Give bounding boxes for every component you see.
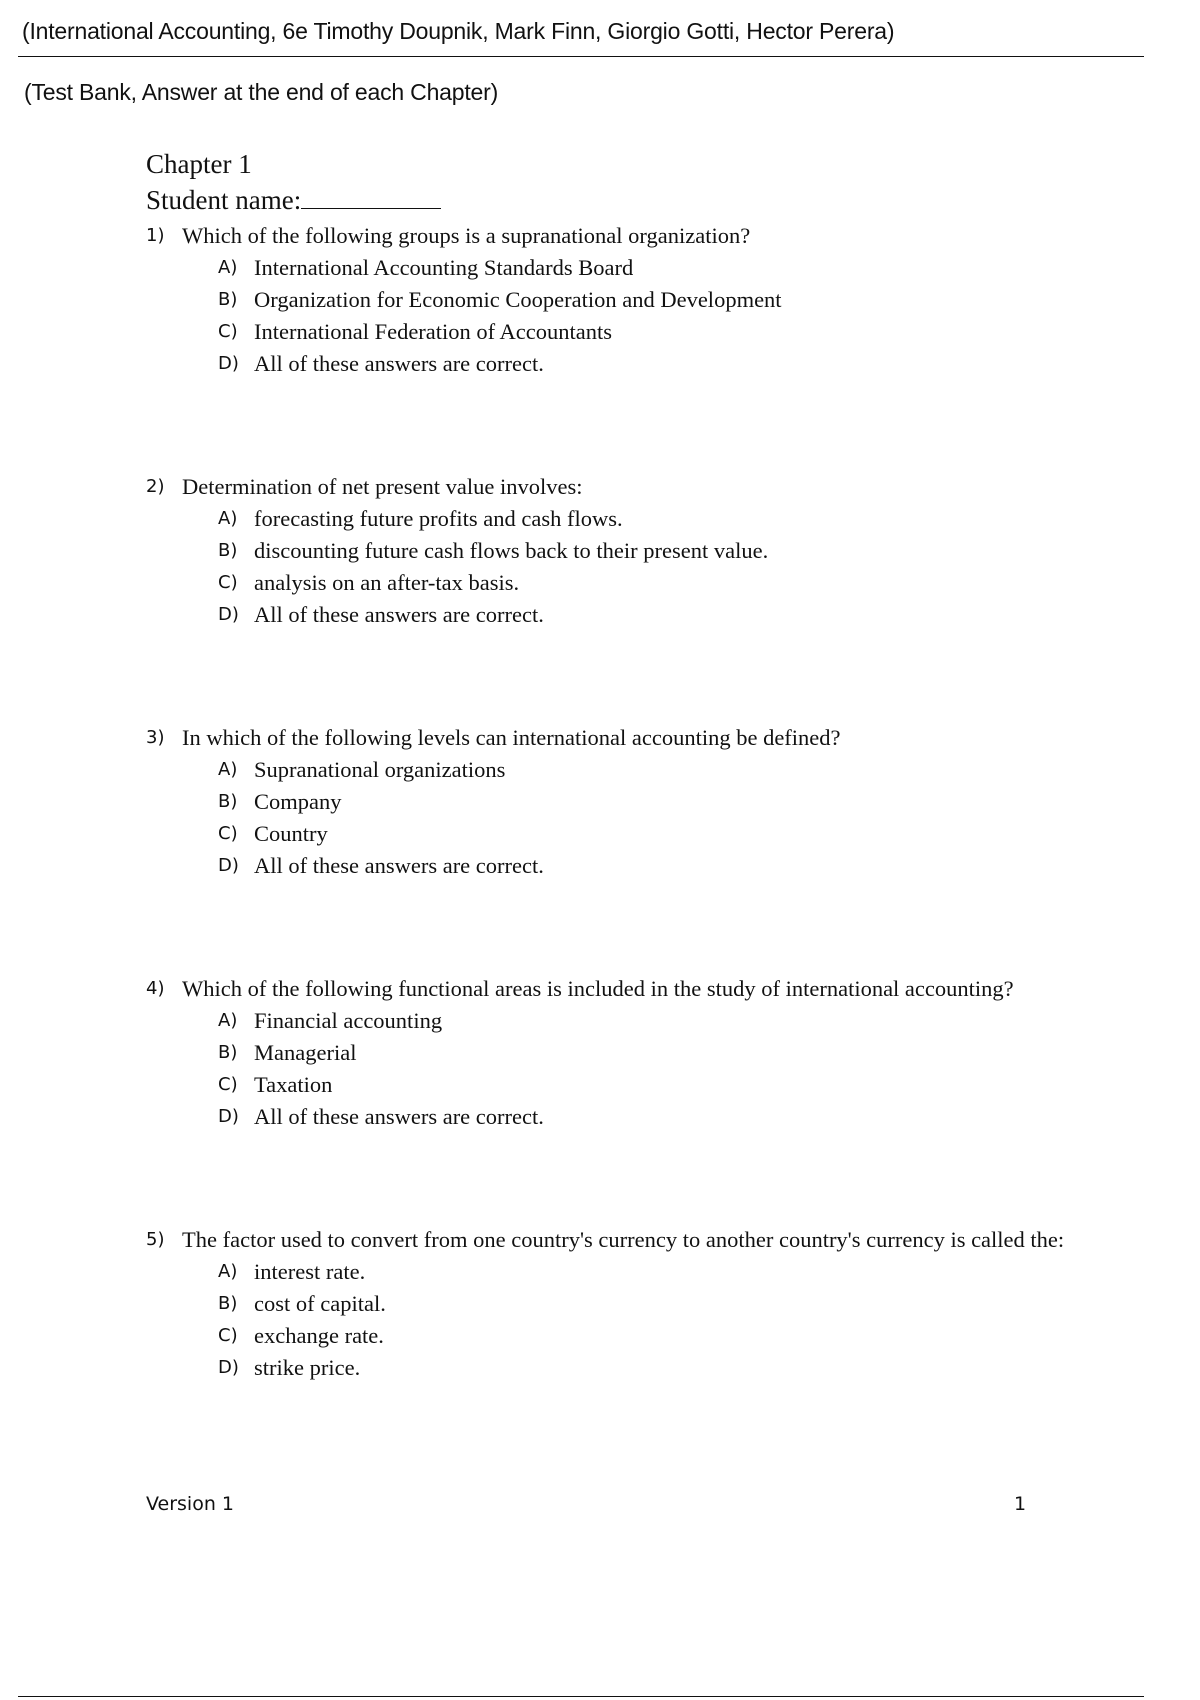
option-text: Country <box>254 821 328 846</box>
option-label: A) <box>218 508 238 529</box>
student-name-blank <box>301 188 441 209</box>
option-label: B) <box>218 1042 238 1063</box>
option-text: interest rate. <box>254 1259 366 1284</box>
option-text: Organization for Economic Cooperation and Development <box>254 287 782 312</box>
option-text: Financial accounting <box>254 1008 443 1033</box>
option-label: D) <box>218 353 239 374</box>
question-text: Which of the following functional areas is included in the study of international accounting? <box>182 976 1014 1001</box>
answer-option <box>218 1320 1116 1352</box>
answer-option <box>218 503 1116 535</box>
document-header-title: (International Accounting, 6e Timothy Doupnik, Mark Finn, Giorgio Gotti, Hector Perera) <box>22 18 895 44</box>
option-text: All of these answers are correct. <box>254 351 544 376</box>
option-label: B) <box>218 791 238 812</box>
option-text: Taxation <box>254 1072 333 1097</box>
answer-option <box>218 348 1116 380</box>
answer-option <box>218 567 1116 599</box>
question-3 <box>146 722 1116 754</box>
option-label: A) <box>218 1261 238 1282</box>
student-name-label: Student name: <box>146 185 302 215</box>
option-label: C) <box>218 572 238 593</box>
answer-option <box>218 1069 1116 1101</box>
header-divider <box>18 56 1144 57</box>
option-text: All of these answers are correct. <box>254 1104 544 1129</box>
option-label: D) <box>218 855 239 876</box>
answer-option <box>218 252 1116 284</box>
option-label: A) <box>218 759 238 780</box>
answer-option <box>218 754 1116 786</box>
exam-content <box>146 146 1116 1384</box>
question-number: 5) <box>146 1229 165 1250</box>
student-name-row <box>146 182 1116 218</box>
option-text: All of these answers are correct. <box>254 853 544 878</box>
answer-option <box>218 1256 1116 1288</box>
answer-option <box>218 1005 1116 1037</box>
option-label: C) <box>218 1325 238 1346</box>
option-text: Managerial <box>254 1040 357 1065</box>
question-4 <box>146 973 1116 1005</box>
document-subtitle: (Test Bank, Answer at the end of each Chapter) <box>24 79 499 105</box>
option-text: International Accounting Standards Board <box>254 255 634 280</box>
question-number: 2) <box>146 476 165 497</box>
answer-option <box>218 284 1116 316</box>
option-text: All of these answers are correct. <box>254 602 544 627</box>
question-number: 3) <box>146 727 165 748</box>
answer-option <box>218 316 1116 348</box>
answer-option <box>218 786 1116 818</box>
option-label: A) <box>218 257 238 278</box>
option-text: analysis on an after-tax basis. <box>254 570 520 595</box>
option-label: A) <box>218 1010 238 1031</box>
page-number: 1 <box>1014 1493 1027 1515</box>
question-5 <box>146 1224 1116 1256</box>
option-text: Supranational organizations <box>254 757 506 782</box>
answer-option <box>218 599 1116 631</box>
question-1 <box>146 220 1116 252</box>
question-text: Determination of net present value involves: <box>182 474 583 499</box>
option-label: D) <box>218 604 239 625</box>
answer-option <box>218 1352 1116 1384</box>
question-2 <box>146 471 1116 503</box>
question-number: 4) <box>146 978 165 999</box>
answer-option <box>218 1037 1116 1069</box>
answer-option <box>218 535 1116 567</box>
option-label: B) <box>218 1293 238 1314</box>
option-label: C) <box>218 1074 238 1095</box>
option-label: D) <box>218 1106 239 1127</box>
question-text: In which of the following levels can international accounting be defined? <box>182 725 841 750</box>
option-label: B) <box>218 540 238 561</box>
answer-option <box>218 818 1116 850</box>
option-text: exchange rate. <box>254 1323 384 1348</box>
option-label: B) <box>218 289 238 310</box>
option-text: Company <box>254 789 342 814</box>
answer-option <box>218 850 1116 882</box>
question-text: The factor used to convert from one country's currency to another country's currency is called the: <box>182 1227 1065 1252</box>
answer-option <box>218 1288 1116 1320</box>
option-text: cost of capital. <box>254 1291 386 1316</box>
option-label: C) <box>218 823 238 844</box>
question-number: 1) <box>146 225 165 246</box>
option-text: discounting future cash flows back to their present value. <box>254 538 769 563</box>
option-text: strike price. <box>254 1355 361 1380</box>
footer-divider <box>18 1696 1144 1697</box>
option-text: forecasting future profits and cash flows. <box>254 506 623 531</box>
chapter-title: Chapter 1 <box>146 149 252 179</box>
option-label: D) <box>218 1357 239 1378</box>
option-label: C) <box>218 321 238 342</box>
option-text: International Federation of Accountants <box>254 319 613 344</box>
version-label: Version 1 <box>146 1493 234 1515</box>
answer-option <box>218 1101 1116 1133</box>
question-text: Which of the following groups is a supranational organization? <box>182 223 751 248</box>
